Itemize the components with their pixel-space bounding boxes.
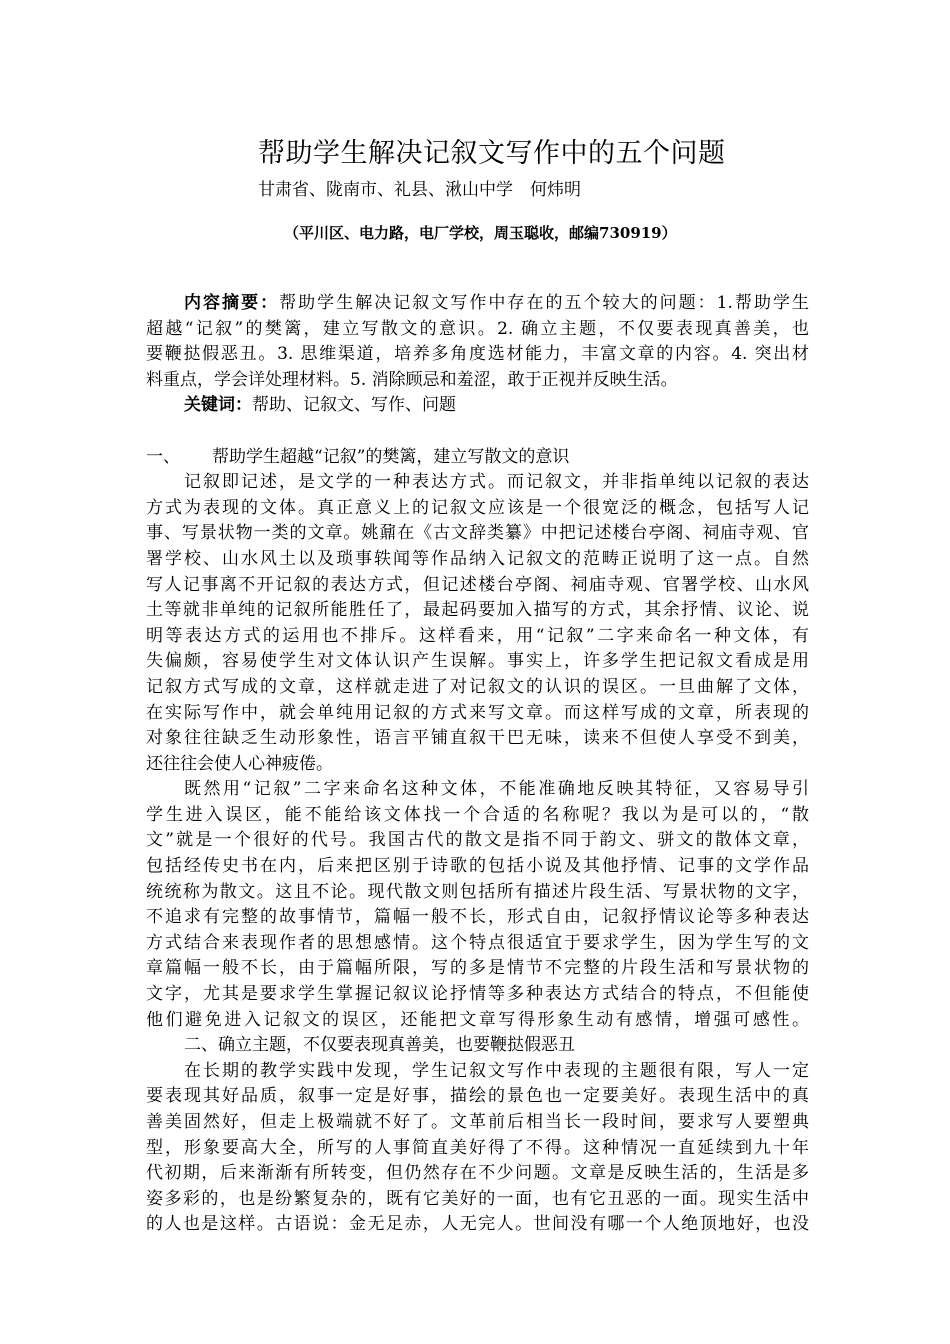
paragraph-line: 章篇幅一般不长，由于篇幅所限，写的多是情节不完整的片段生活和写景状物的: [146, 958, 809, 979]
paragraph-line: 既然用“记叙”二字来命名这种文体，不能准确地反映其特征，又容易导引: [184, 779, 809, 800]
section-number: 一、: [146, 446, 180, 467]
paragraph-line: 在实际写作中，就会单纯用记叙的方式来写文章。而这样写成的文章，所表现的: [146, 702, 809, 723]
section-heading: [146, 445, 809, 471]
paragraph-line: 失偏颇，容易使学生对文体认识产生误解。事实上，许多学生把记叙文看成是用: [146, 651, 809, 672]
abstract-line: [146, 291, 809, 317]
spacer: [146, 419, 809, 445]
paragraph-line: 明等表达方式的运用也不排斥。这样看来，用“记叙”二字来命名一种文体，有: [146, 625, 809, 646]
keywords-label: 关键词：: [184, 395, 252, 416]
abstract-line: 料重点，学会详处理材料。5. 消除顾忌和羞涩，敢于正视并反映生活。: [146, 369, 678, 390]
paragraph-line: 土等就非单纯的记叙所能胜任了，最起码要加入描写的方式，其余抒情、议论、说: [146, 600, 809, 621]
section-heading: 二、确立主题，不仅要表现真善美，也要鞭挞假恶丑: [184, 1035, 575, 1056]
paragraph-line: 姿多彩的，也是纷繁复杂的，既有它美好的一面，也有它丑恶的一面。现实生活中: [146, 1188, 809, 1209]
paragraph-line: 的人也是这样。古语说：金无足赤，人无完人。世间没有哪一个人绝顶地好，也没: [146, 1214, 809, 1235]
paragraph-line: 记叙方式写成的文章，这样就走进了对记叙文的认识的误区。一旦曲解了文体，: [146, 676, 809, 697]
paragraph-line: 还往往会使人心神疲倦。: [146, 753, 333, 774]
paragraph-line: 统统称为散文。这且不论。现代散文则包括所有描述片段生活、写景状物的文字，: [146, 881, 809, 902]
paragraph-line: 对象往往缺乏生动形象性，语言平铺直叙干巴无味，读来不但使人享受不到美，: [146, 728, 809, 749]
paragraph-line: 包括经传史书在内，后来把区别于诗歌的包括小说及其他抒情、记事的文学作品: [146, 856, 809, 877]
body-text: [146, 291, 809, 1238]
paragraph-line: 代初期，后来渐渐有所转变，但仍然存在不少问题。文章是反映生活的，生活是多: [146, 1163, 809, 1184]
abstract-text: 帮助学生解决记叙文写作中存在的五个较大的问题：1.帮助学生: [279, 293, 809, 313]
abstract-line: 要鞭挞假恶丑。3. 思维渠道，培养多角度选材能力，丰富文章的内容。4. 突出材: [146, 344, 809, 365]
author-line: 甘肃省、陇南市、礼县、湫山中学 何炜明: [258, 180, 581, 200]
abstract-label: 内容摘要：: [184, 293, 280, 313]
paragraph-line: 他们避免进入记叙文的误区，还能把文章写得形象生动有感情，增强可感性。: [146, 1009, 809, 1030]
address-line: （平川区、电力路，电厂学校，周玉聪收，邮编730919）: [284, 224, 677, 242]
paragraph-line: 文”就是一个很好的代号。我国古代的散文是指不同于韵文、骈文的散体文章，: [146, 830, 809, 851]
paragraph-line: 写人记事离不开记叙的表达方式，但记述楼台亭阁、祠庙寺观、官署学校、山水风: [146, 574, 809, 595]
paragraph-line: 在长期的教学实践中发现，学生记叙文写作中表现的主题很有限，写人一定: [184, 1060, 809, 1081]
section-title: 帮助学生超越“记叙”的樊篱，建立写散文的意识: [212, 446, 570, 467]
paragraph-line: 方式为表现的文体。真正意义上的记叙文应该是一个很宽泛的概念，包括写人记: [146, 497, 809, 518]
abstract-line: 超越“记叙”的樊篱，建立写散文的意识。2. 确立主题，不仅要表现真善美，也: [146, 318, 809, 339]
paragraph-line: 要表现其好品质，叙事一定是好事，描绘的景色也一定要美好。表现生活中的真: [146, 1086, 809, 1107]
paragraph-line: 学生进入误区，能不能给该文体找一个合适的名称呢？我以为是可以的，“散: [146, 804, 809, 825]
paragraph-line: 署学校、山水风土以及琐事轶闻等作品纳入记叙文的范畴正说明了这一点。自然: [146, 548, 809, 569]
paragraph-line: 事、写景状物一类的文章。姚鼐在《古文辞类纂》中把记述楼台亭阁、祠庙寺观、官: [146, 523, 809, 544]
keywords-text: 帮助、记叙文、写作、问题: [252, 395, 456, 416]
paragraph-line: 方式结合来表现作者的思想感情。这个特点很适宜于要求学生，因为学生写的文: [146, 932, 809, 953]
paragraph-line: 文字，尤其是要求学生掌握记叙议论抒情等多种表达方式结合的特点，不但能使: [146, 984, 809, 1005]
keywords-line: [146, 393, 809, 419]
paragraph-line: 型，形象要高大全，所写的人事简直美好得了不得。这种情况一直延续到九十年: [146, 1137, 809, 1158]
paragraph-line: 不追求有完整的故事情节，篇幅一般不长，形式自由，记叙抒情议论等多种表达: [146, 907, 809, 928]
page-title: 帮助学生解决记叙文写作中的五个问题: [258, 138, 726, 169]
paragraph-line: 记叙即记述，是文学的一种表达方式。而记叙文，并非指单纯以记叙的表达: [184, 472, 809, 493]
paragraph-line: 善美固然好，但走上极端就不好了。文革前后相当长一段时间，要求写人要塑典: [146, 1112, 809, 1132]
